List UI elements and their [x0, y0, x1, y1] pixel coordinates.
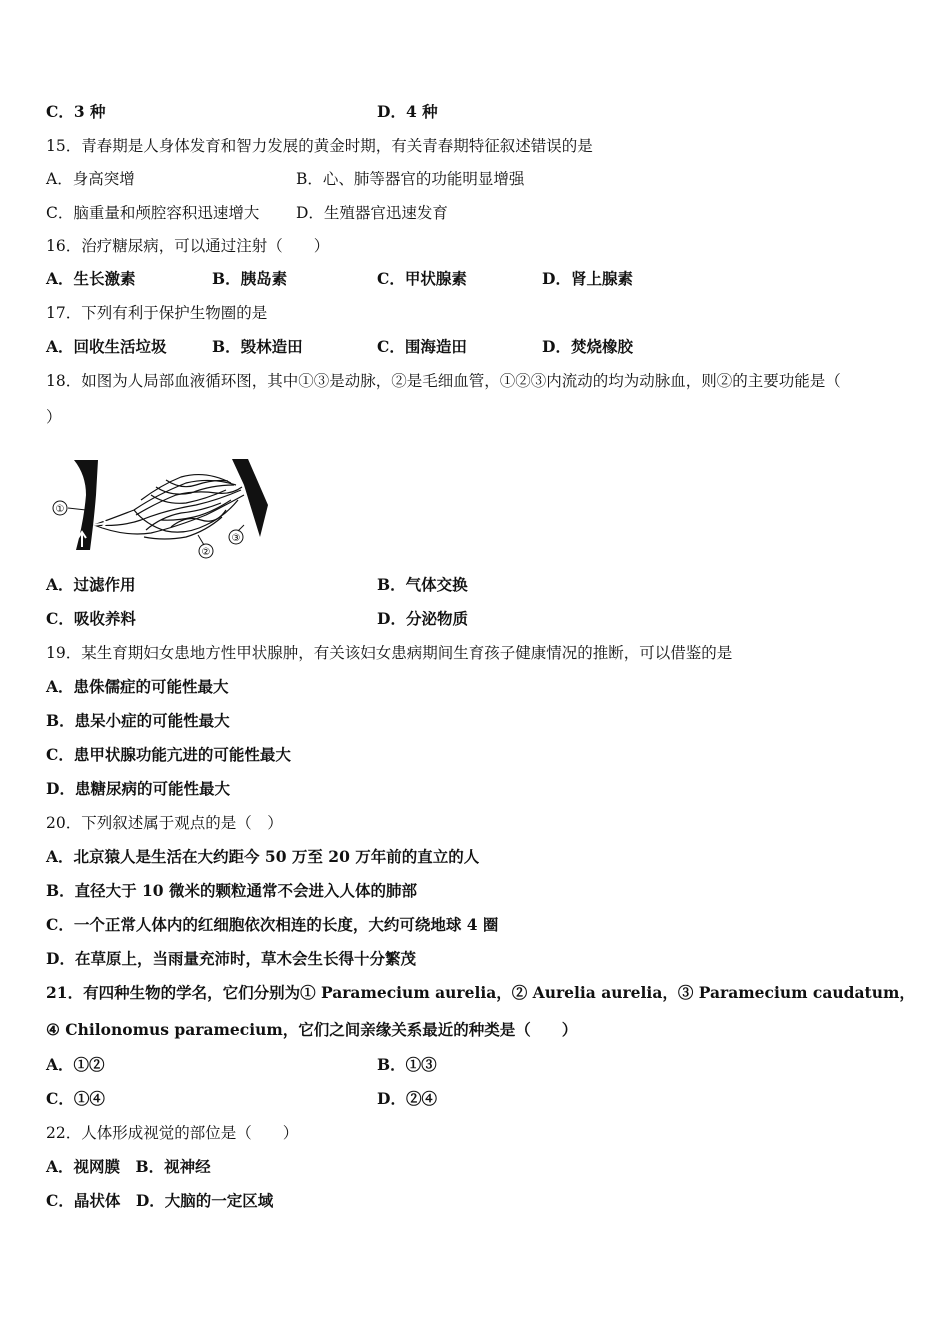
q19-option-c: C．患甲状腺功能亢进的可能性最大	[46, 745, 291, 764]
q17-option-b: B．毁林造田	[212, 337, 303, 356]
q21-option-b: B．①③	[377, 1055, 437, 1074]
q18-stem-end: ）	[46, 408, 62, 426]
q20-option-b: B．直径大于 10 微米的颗粒通常不会进入人体的肺部	[46, 881, 417, 900]
label-3: ③	[231, 533, 241, 544]
q15-stem: 15．青春期是人身体发育和智力发展的黄金时期，有关青春期特征叙述错误的是	[46, 137, 593, 155]
q21-option-d: D．②④	[377, 1089, 437, 1108]
q18-option-d: D．分泌物质	[377, 609, 468, 628]
q19-option-a: A．患侏儒症的可能性最大	[46, 677, 229, 696]
q16-option-c: C．甲状腺素	[377, 269, 467, 288]
q22-options-cd: C．晶状体 D．大脑的一定区域	[46, 1191, 274, 1210]
q15-option-d: D．生殖器官迅速发育	[296, 204, 448, 222]
q15-option-b: B．心、肺等器官的功能明显增强	[296, 170, 525, 188]
q19-option-d: D．患糖尿病的可能性最大	[46, 779, 230, 798]
q14-option-d: D．4 种	[377, 102, 438, 121]
q21-stem: 21．有四种生物的学名，它们分别为① Paramecium aurelia，② Aurelia aurelia，③ Paramecium caudatum，	[46, 983, 915, 1002]
q20-option-c: C．一个正常人体内的红细胞依次相连的长度，大约可绕地球 4 圈	[46, 915, 499, 934]
blood-circulation-figure	[46, 455, 276, 565]
q21-option-a: A．①②	[46, 1055, 105, 1074]
q16-stem: 16．治疗糖尿病，可以通过注射（ ）	[46, 237, 330, 255]
q16-option-a: A．生长激素	[46, 269, 136, 288]
q16-option-b: B．胰岛素	[212, 269, 288, 288]
q18-option-c: C．吸收养料	[46, 609, 136, 628]
q15-option-a: A．身高突增	[46, 170, 135, 188]
q16-option-d: D．肾上腺素	[542, 269, 633, 288]
label-1: ①	[55, 504, 65, 515]
q21-stem-cont: ④ Chilonomus paramecium，它们之间亲缘关系最近的种类是（ ）	[46, 1020, 578, 1039]
q18-option-b: B．气体交换	[377, 575, 468, 594]
q14-option-c: C．3 种	[46, 102, 106, 121]
q20-option-d: D．在草原上，当雨量充沛时，草木会生长得十分繁茂	[46, 949, 416, 968]
q18-stem: 18．如图为人局部血液循环图，其中①③是动脉，②是毛细血管，①②③内流动的均为动脉血，则②的主要功能是（	[46, 372, 841, 390]
q18-option-a: A．过滤作用	[46, 575, 136, 594]
q15-option-c: C．脑重量和颅腔容积迅速增大	[46, 204, 260, 222]
capillary-network	[94, 475, 244, 539]
q19-option-b: B．患呆小症的可能性最大	[46, 711, 230, 730]
q20-option-a: A．北京猿人是生活在大约距今 50 万至 20 万年前的直立的人	[46, 847, 480, 866]
label-2: ②	[201, 547, 211, 558]
q17-option-c: C．围海造田	[377, 337, 467, 356]
q19-stem: 19．某生育期妇女患地方性甲状腺肿，有关该妇女患病期间生育孩子健康情况的推断，可以借鉴的是	[46, 644, 733, 662]
q22-options-ab: A．视网膜 B．视神经	[46, 1157, 211, 1176]
q22-stem: 22．人体形成视觉的部位是（ ）	[46, 1124, 299, 1142]
q20-stem: 20．下列叙述属于观点的是（ ）	[46, 814, 283, 832]
q21-option-c: C．①④	[46, 1089, 105, 1108]
q17-option-d: D．焚烧橡胶	[542, 337, 633, 356]
q17-option-a: A．回收生活垃圾	[46, 337, 167, 356]
q17-stem: 17．下列有利于保护生物圈的是	[46, 304, 268, 322]
